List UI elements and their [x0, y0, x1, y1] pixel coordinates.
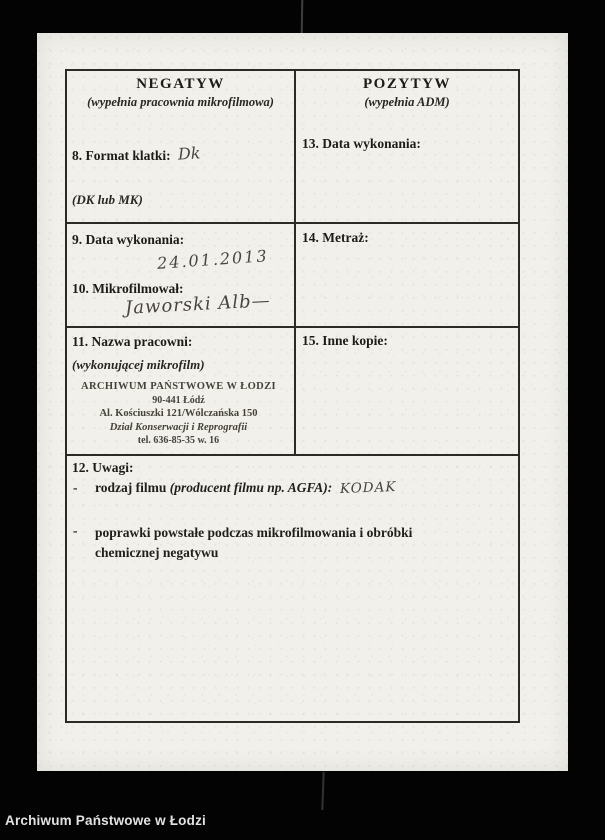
cell-negatyw-header — [67, 71, 296, 222]
field-10-label: 10. Mikrofilmował: — [72, 281, 184, 296]
table-row-date-metraz — [67, 224, 518, 328]
stamp-address: Al. Kościuszki 121/Wólczańska 150 — [99, 408, 258, 419]
field-9-handwritten-date: 24.01.2013 — [156, 246, 270, 273]
workshop-ink-stamp — [67, 380, 290, 448]
cell-nazwa-pracowni — [67, 328, 296, 454]
field-12-label: 12. Uwagi: — [72, 460, 134, 475]
table-row-pracownia-kopie — [67, 328, 518, 456]
film-scratch-top — [301, 0, 304, 33]
field-8-label: 8. Format klatki: — [72, 148, 171, 163]
field-8-handwritten-value: Dk — [177, 143, 201, 164]
cell-uwagi — [67, 456, 518, 721]
bullet-dash: - — [73, 480, 78, 495]
field-9-label: 9. Data wykonania: — [72, 232, 185, 247]
cell-inne-kopie — [296, 328, 518, 454]
pozytyw-column-title: POZYTYW — [362, 76, 451, 92]
form-table — [65, 69, 520, 723]
film-scratch-bottom — [321, 772, 324, 810]
field-14-label: 14. Metraż: — [302, 230, 369, 245]
cell-data-mikrofilmowal — [67, 224, 296, 326]
uwagi-item-rodzaj-filmu — [73, 480, 397, 496]
archive-watermark-caption: Archiwum Państwowe w Łodzi — [5, 813, 206, 828]
stamp-archive-name: ARCHIWUM PAŃSTWOWE W ŁODZI — [80, 381, 277, 392]
uwagi-item-1-lead: rodzaj filmu — [95, 480, 167, 495]
field-8-row — [72, 145, 200, 165]
field-13-label: 13. Data wykonania: — [302, 136, 421, 151]
field-10-handwritten-signature: Jaworski Alb— — [124, 290, 272, 319]
field-11-label: 11. Nazwa pracowni: — [72, 334, 193, 349]
uwagi-item-1-note: (producent filmu np. AGFA): — [169, 480, 333, 495]
pozytyw-column-subtitle: (wypełnia ADM) — [364, 95, 450, 109]
negatyw-column-title: NEGATYW — [136, 76, 225, 92]
negatyw-column-subtitle: (wypełnia pracownia mikrofilmowa) — [87, 95, 274, 109]
cell-pozytyw-header — [296, 71, 518, 222]
field-15-label: 15. Inne kopie: — [302, 333, 388, 348]
cell-metraz — [296, 224, 518, 326]
uwagi-item-poprawki — [73, 523, 463, 563]
table-row-header-format — [67, 71, 518, 224]
stamp-phone: tel. 636-85-35 w. 16 — [137, 435, 220, 446]
stamp-department: Dział Konserwacji i Reprografii — [109, 421, 248, 433]
uwagi-item-2-text: poprawki powstałe podczas mikrofilmowania i obróbki chemicznej negatywu — [95, 525, 413, 560]
uwagi-item-1-handwritten-value: KODAK — [340, 479, 397, 497]
scanned-form-paper — [37, 33, 568, 771]
bullet-dash: - — [73, 523, 78, 538]
field-8-hint: (DK lub MK) — [72, 192, 143, 207]
stamp-postal-code: 90-441 Łódź — [152, 394, 205, 406]
field-11-sublabel: (wykonującej mikrofilm) — [72, 357, 205, 372]
table-row-uwagi — [67, 456, 518, 721]
